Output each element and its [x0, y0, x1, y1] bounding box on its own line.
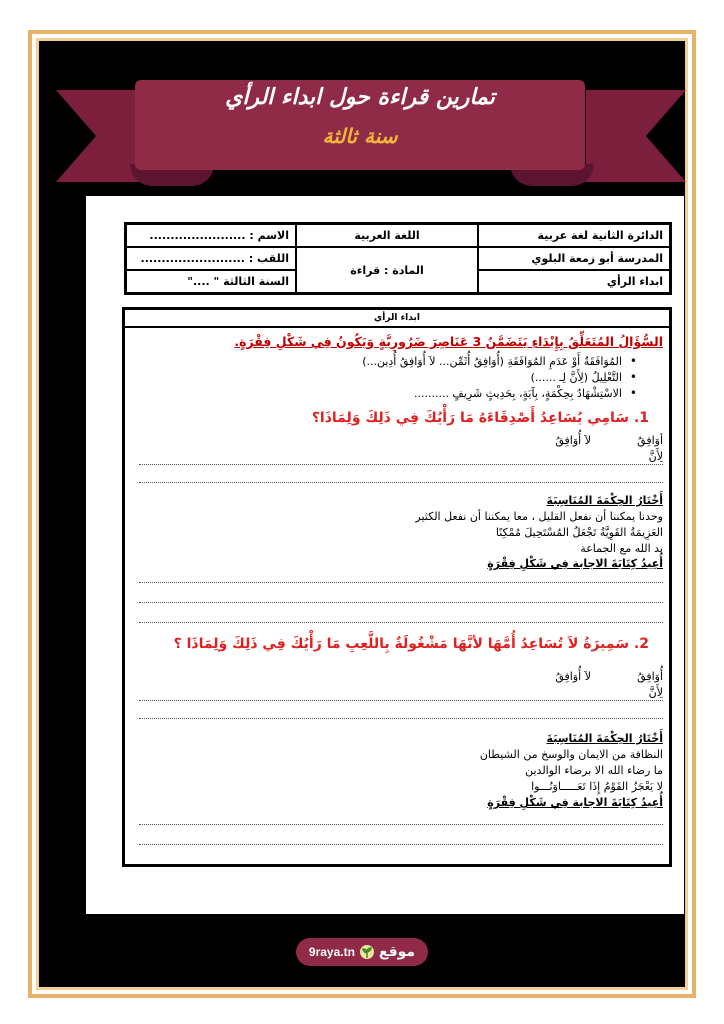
answer-line[interactable] [139, 482, 663, 483]
q1-rewrite-instruction: أُعِيدُ كِتَابَةَ الاجابة فِي شَكْلِ فِقْرَةٍ [487, 557, 663, 570]
bullet-reason [531, 370, 637, 384]
logo-text-ar: موقع [378, 944, 416, 960]
q1-because-label: لِأَنَّ [648, 450, 663, 463]
surname-field[interactable]: اللقب : ......................... [126, 247, 297, 270]
answer-line[interactable] [139, 622, 663, 623]
sprout-icon [359, 944, 375, 960]
year-field[interactable]: السنة الثالثة " ...." [126, 270, 297, 294]
q1-agree-option[interactable]: أوَافِقُ [637, 434, 663, 447]
q2-wisdom-option[interactable]: النظافة من الايمان والوسخ من الشيطان [479, 748, 663, 761]
question-1: 1. سَامِي يُسَاعِدُ أَصْدِقَاءَهُ مَا رَأْيُكَ فِي ذَلِكَ وَلِمَاذَا؟ [311, 410, 649, 426]
answer-line[interactable] [139, 824, 663, 825]
answer-line[interactable] [139, 582, 663, 583]
topic-cell: ابداء الرأي [478, 270, 671, 294]
answer-line[interactable] [139, 464, 663, 465]
question-2: 2. سَمِيرَةُ لاَ تُسَاعِدُ أُمَّهَا لأنَّهَا مَشْغُولَةٌ بِاللَّعِبِ مَا رَأْيُكَ فِي ذَلِكَ وَلِمَاذَا ؟ [173, 636, 649, 652]
q1-disagree-option[interactable]: لاَ أُوَافِقُ [555, 434, 591, 447]
bullet-agreement [362, 354, 637, 368]
q2-disagree-option[interactable]: لاَ أُوَافِقُ [555, 670, 591, 683]
exercise-panel [122, 307, 672, 867]
info-table [124, 222, 672, 295]
q2-because-label: لِأَنَّ [648, 686, 663, 699]
name-field[interactable]: الاسم : ....................... [126, 224, 297, 248]
answer-line[interactable] [139, 602, 663, 603]
bullet-text: المُوَافَقَةُ أَوْ عَدَمِ المُوَافَقَةِ (أُوَافِقُ أُثَمِّن... لاَ أُوَافِقُ أُدِين...) [362, 355, 622, 368]
answer-line[interactable] [139, 700, 663, 701]
site-logo[interactable] [296, 938, 428, 966]
main-instruction: السُّؤَالُ المُتَعَلِّقُ بِإِبْدَاءِ يَتَضَمَّنُ 3 عَنَاصِرَ ضَرُورِيَّةٍ وَيَكُونُ فِي شَكْلِ فِقْرَةٍ. [234, 334, 663, 349]
answer-line[interactable] [139, 718, 663, 719]
district-cell: الدائرة الثانية لغة عربية [478, 224, 671, 248]
logo-text-en: 9raya.tn [308, 945, 355, 959]
page-title: تمارين قراءة حول ابداء الرأي [225, 84, 495, 110]
q2-rewrite-instruction: أُعِيدُ كِتَابَةَ الاجابة فِي شَكْلِ فِقْرَةٍ [487, 796, 663, 809]
bullet-evidence [414, 386, 637, 400]
bullet-text: التَّعْلِيلُ (لِأَنَّ لِـ ......) [530, 371, 622, 384]
q1-wisdom-option[interactable]: يد الله مع الجماعة [580, 542, 663, 555]
answer-line[interactable] [139, 844, 663, 845]
school-cell: المدرسة أبو زمعة البلوي [478, 247, 671, 270]
q1-choose-wisdom: أَخْتَارُ الحِكْمَةَ المُنَاسِبَةَ [546, 494, 663, 507]
q2-choose-wisdom: أَخْتَارُ الحِكْمَةَ المُنَاسِبَةَ [546, 732, 663, 745]
q1-wisdom-option[interactable]: وحدنا يمكننا أن نفعل القليل ، معا يمكننا أن نفعل الكثير [415, 510, 663, 523]
ribbon-right-tail [586, 90, 686, 182]
material-cell: المادة : قراءة [296, 247, 478, 294]
q1-wisdom-option[interactable]: العَزِيمَةُ القَوِيَّةُ تَجْعَلُ المُسْتَحِيلَ مُمْكِنًا [495, 526, 663, 539]
info-row [126, 247, 671, 270]
q2-wisdom-option[interactable]: ما رضاء الله الا برضاء الوالدين [525, 764, 663, 777]
q2-agree-option[interactable]: أُوَافِقُ [637, 670, 663, 683]
bullet-text: الاسْتِشْهَادُ بِحِكْمَةٍ، بِآيَةٍ، بِحَدِيثٍ شَرِيفٍ .......... [413, 387, 622, 400]
q2-wisdom-option[interactable]: لا يَعْجَزُ القَوْمُ إِذَا تَعَـــــاوَنُـــوا [531, 780, 663, 793]
subject-cell: اللغة العربية [296, 224, 478, 248]
panel-header: ابداء الرأي [125, 310, 669, 328]
info-row [126, 224, 671, 248]
page-subtitle: سنة ثالثة [322, 124, 398, 148]
